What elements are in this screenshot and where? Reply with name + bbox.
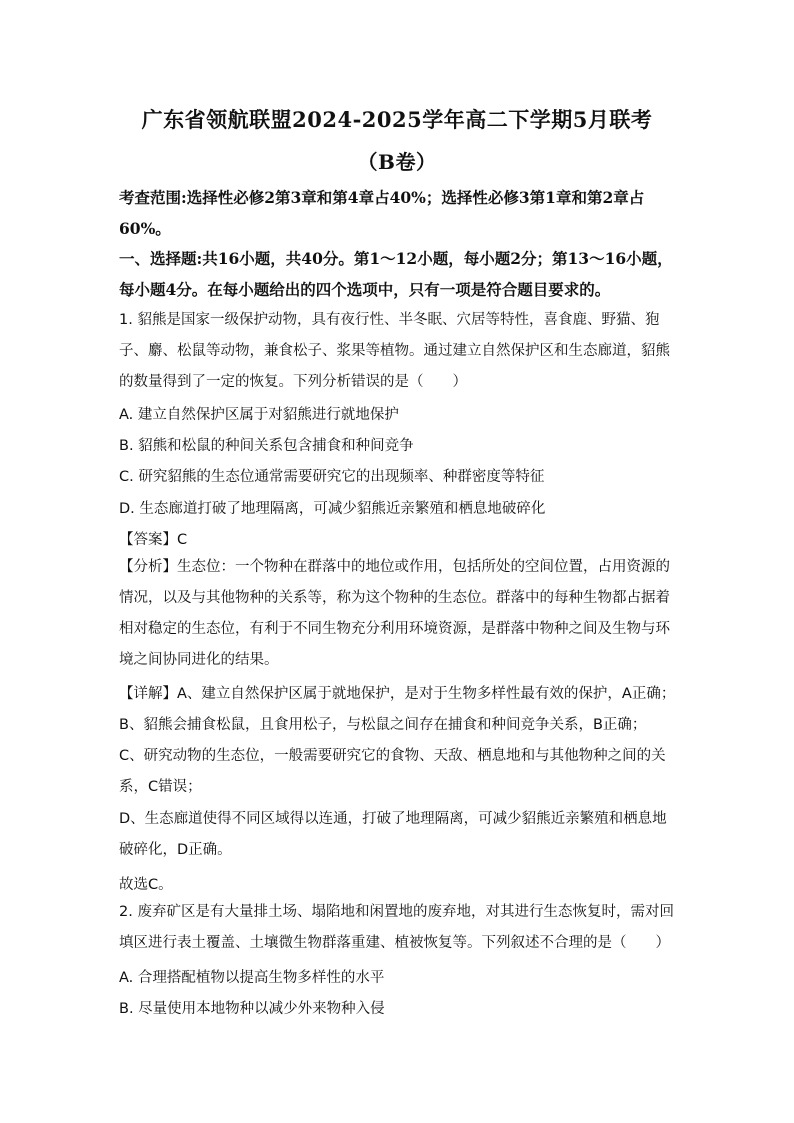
question-1-option-c: C. 研究貂熊的生态位通常需要研究它的出现频率、种群密度等特征 [119,469,545,485]
question-1-detail-a: 【详解】A、建立自然保护区属于就地保护，是对于生物多样性最有效的保护，A正确； [119,686,676,702]
question-2-option-b: B. 尽量使用本地物种以减少外来物种入侵 [119,1001,385,1017]
question-1-answer: 【答案】C [119,532,188,548]
section-heading: 一、选择题:共16小题，共40分。第1～12小题，每小题2分；第13～16小题，每小题4分。在每小题给出的四个选项中，只有一项是符合题目要求的。 [119,249,673,299]
document-subtitle: （B卷） [357,150,437,174]
question-1-detail-d: D、生态廊道使得不同区域得以连通，打破了地理隔离，可减少貂熊近亲繁殖和栖息地破碎化，D正确。 [119,811,667,858]
question-2-stem: 2. 废弃矿区是有大量排土场、塌陷地和闲置地的废弃地，对其进行生态恢复时，需对回填区进行表土覆盖、土壤微生物群落重建、植被恢复等。下列叙述不合理的是（ ） [119,904,674,951]
question-1-analysis: 【分析】生态位：一个物种在群落中的地位或作用，包括所处的空间位置，占用资源的情况，以及与其他物种的关系等，称为这个物种的生态位。群落中的每种生物都占据着相对稳定的生态位，有利于不同生物充分利用环境资源，是群落中物种之间及生物与环境之间协同进化的结果。 [119,559,670,668]
question-1-detail-c: C、研究动物的生态位，一般需要研究它的食物、天敌、栖息地和与其他物种之间的关系，C错误； [119,748,666,795]
exam-scope: 考查范围:选择性必修2第3章和第4章占40%；选择性必修3第1章和第2章占60%。 [119,188,645,238]
question-1-stem: 1. 貂熊是国家一级保护动物，具有夜行性、半冬眠、穴居等特性，喜食鹿、野猫、狍子、麝、松鼠等动物，兼食松子、浆果等植物。通过建立自然保护区和生态廊道，貂熊的数量得到了一定的恢复。下列分析错误的是（ ） [119,312,670,390]
question-1-option-d: D. 生态廊道打破了地理隔离，可减少貂熊近亲繁殖和栖息地破碎化 [119,501,546,517]
document-title: 广东省领航联盟2024-2025学年高二下学期5月联考 [141,107,653,132]
question-2-option-a: A. 合理搭配植物以提高生物多样性的水平 [119,970,385,986]
question-1-detail-b: B、貂熊会捕食松鼠，且食用松子，与松鼠之间存在捕食和种间竞争关系，B正确； [119,717,647,733]
question-1-option-b: B. 貂熊和松鼠的种间关系包含捕食和种间竞争 [119,438,414,454]
question-1-conclusion: 故选C。 [119,877,173,893]
question-1-option-a: A. 建立自然保护区属于对貂熊进行就地保护 [119,407,399,423]
